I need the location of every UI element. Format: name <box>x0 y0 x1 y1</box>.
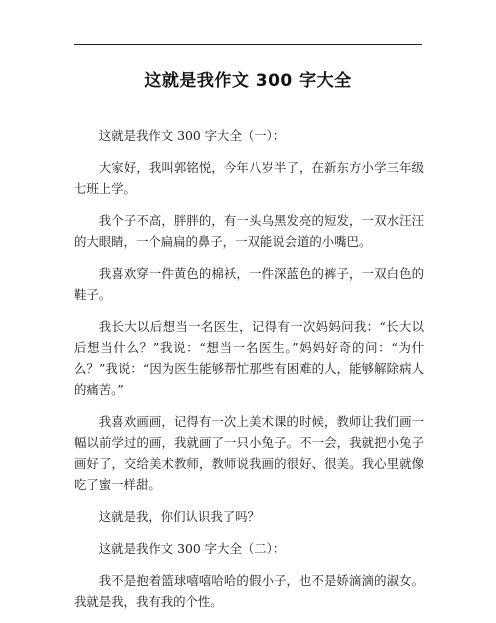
paragraph: 这就是我，你们认识我了吗？ <box>98 509 260 524</box>
paragraph: 我个子不高，胖胖的，有一头乌黑发亮的短发，一双水汪汪的大眼睛，一个扁扁的鼻子，一双能说会道的小嘴巴。 <box>74 213 424 249</box>
paragraph: 这就是我作文 300 字大全（一）： <box>98 128 286 143</box>
page-title: 这就是我作文 300 字大全 <box>144 71 352 91</box>
paragraph: 我长大以后想当一名医生，记得有一次妈妈问我：“长大以后想当什么？”我说：“想当一名医生。”妈妈好奇的问：“为什么？”我说：“因为医生能够帮忙那些有困难的人，能够解除病人的痛苦。” <box>74 319 424 397</box>
paragraph: 我喜欢画画，记得有一次上美术课的时候，教师让我们画一幅以前学过的画，我就画了一只小兔子。不一会，我就把小兔子画好了，交给美术教师，教师说我画的很好、很美。我心里就像吃了蜜一样甜。 <box>74 414 424 492</box>
header-rule <box>74 44 422 45</box>
paragraph: 我喜欢穿一件黄色的棉袄，一件深蓝色的裤子，一双白色的鞋子。 <box>74 266 424 302</box>
paragraph: 大家好，我叫郭铭悦，今年八岁半了，在新东方小学三年级七班上学。 <box>74 160 424 196</box>
paragraph: 我不是抱着篮球嘻嘻哈哈的假小子，也不是娇滴滴的淑女。我就是我，我有我的个性。 <box>74 573 424 609</box>
document-body <box>74 125 424 623</box>
paragraph: 这就是我作文 300 字大全（二）： <box>98 541 286 556</box>
